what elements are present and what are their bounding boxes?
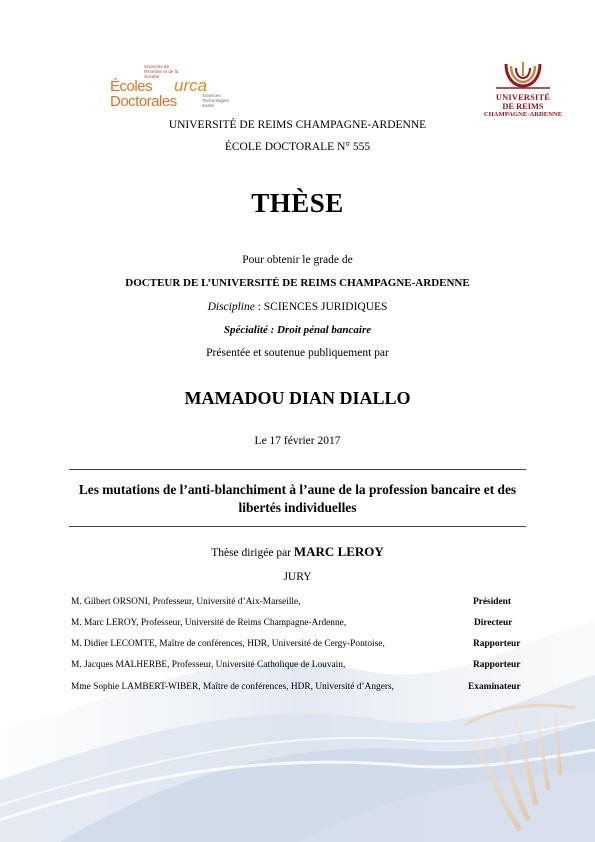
universite-reims-logo: [470, 60, 576, 124]
degree-name: DOCTEUR DE L’UNIVERSITÉ DE REIMS CHAMPAGNE-ARDENNE: [125, 277, 470, 289]
logo-de-reims-text: DE REIMS: [502, 102, 544, 111]
jury-member-role: Président: [473, 597, 512, 607]
thesis-title: Les mutations de l’anti-blanchiment à l’aune de la profession bancaire et des libertés individuelles: [78, 482, 517, 515]
presented-by-label: Présentée et soutenue publiquement par: [206, 347, 389, 359]
logo-universite-text: UNIVERSITÉ: [495, 93, 551, 102]
logo-champagne-ardenne-text: CHAMPAGNE-ARDENNE: [483, 111, 563, 118]
title-rule-bottom: [69, 526, 526, 527]
author-name: MAMADOU DIAN DIALLO: [184, 388, 411, 408]
discipline-value: : SCIENCES JURIDIQUES: [254, 301, 388, 313]
jury-member-name: M. Gilbert ORSONI, Professeur, Université d’Aix-Marseille,: [71, 597, 301, 607]
jury-member-name: Mme Sophie LAMBERT-WIBER, Maître de conférences, HDR, Université d’Angers,: [71, 682, 394, 692]
direction-line: [0, 544, 595, 560]
urca-emblem-icon: [470, 60, 576, 92]
jury-member-row: [0, 639, 595, 653]
jury-member-name: M. Marc LEROY, Professeur, Université de Reims Champagne-Ardenne,: [71, 618, 347, 628]
jury-member-name: M. Didier LECOMTE, Maître de conférences, HDR, Université de Cergy-Pontoise,: [71, 639, 385, 649]
degree-intro: Pour obtenir le grade de: [242, 254, 353, 266]
university-name: UNIVERSITÉ DE REIMS CHAMPAGNE-ARDENNE: [168, 119, 427, 131]
director-name: MARC LEROY: [293, 544, 384, 559]
logo-doctorales-text: Doctorales: [110, 93, 177, 110]
logo-urca-text: urca: [174, 76, 208, 95]
specialty-line: Spécialité : Droit pénal bancaire: [223, 324, 372, 336]
jury-member-role: Rapporteur: [473, 660, 521, 670]
document-title: THÈSE: [251, 188, 344, 218]
doctoral-school: ÉCOLE DOCTORALE N° 555: [224, 141, 371, 153]
direction-prefix: Thèse dirigée par: [211, 547, 294, 559]
discipline-label: Discipline: [207, 301, 255, 313]
jury-member-row: [0, 660, 595, 674]
jury-heading: JURY: [283, 571, 312, 583]
jury-member-name: M. Jacques MALHERBE, Professeur, Université Catholique de Louvain,: [71, 660, 346, 670]
logo-subtitle-shs: Sciences de l'Homme et de la Société: [144, 64, 179, 79]
defense-date: Le 17 février 2017: [254, 435, 341, 447]
logo-subtitle-sts: Sciences Technologies Santé: [202, 93, 229, 108]
jury-member-row: [0, 682, 595, 696]
ecoles-doctorales-logo: [108, 62, 228, 114]
title-rule-top: [69, 469, 526, 470]
jury-member-row: [0, 618, 595, 632]
logo-ecoles-text: Écoles: [110, 78, 153, 95]
jury-member-role: Directeur: [474, 618, 513, 628]
jury-member-role: Rapporteur: [473, 639, 521, 649]
discipline-line: [0, 301, 595, 313]
jury-member-role: Examinateur: [468, 682, 521, 692]
jury-member-row: [0, 597, 595, 611]
